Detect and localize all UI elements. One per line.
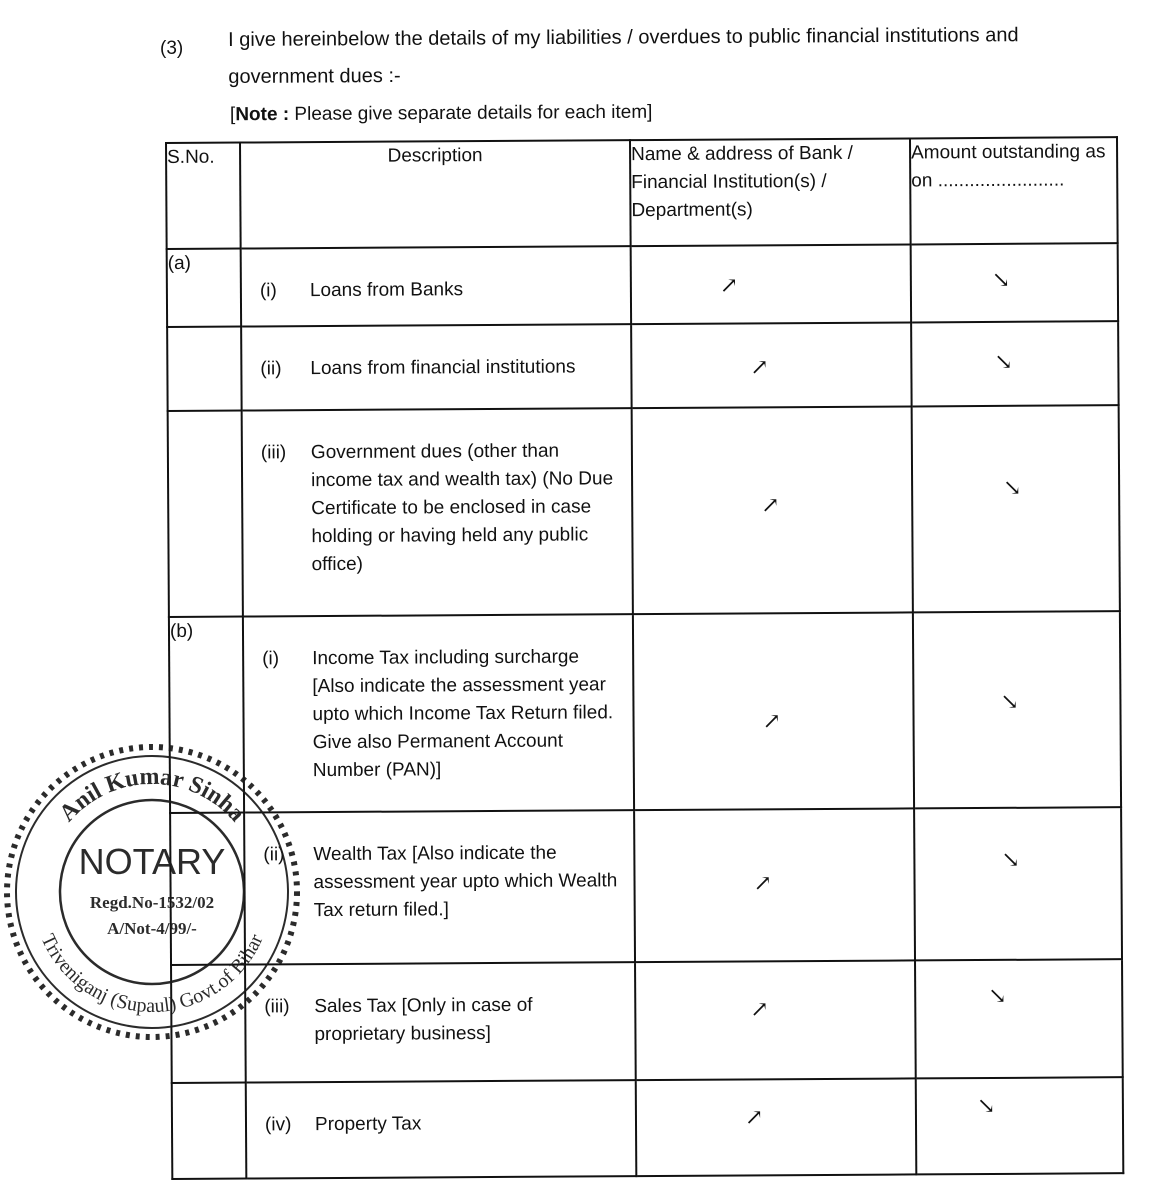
item-number: (3) bbox=[160, 38, 184, 59]
dash-mark: ↘ bbox=[976, 1093, 996, 1120]
header-bank: Name & address of Bank / Financial Institution(s) / Department(s) bbox=[630, 138, 911, 246]
row-bank-cell bbox=[632, 406, 913, 614]
row-sub-number: (ii) bbox=[263, 844, 285, 866]
note-label: Note : bbox=[235, 103, 290, 126]
row-sub-number: (i) bbox=[262, 648, 280, 670]
table-row bbox=[167, 321, 1118, 411]
row-sub-number: (iii) bbox=[260, 442, 287, 464]
row-bank-cell bbox=[633, 612, 914, 810]
seal-reg-line2: A/Not-4/99/- bbox=[107, 919, 197, 938]
row-description: Wealth Tax [Also indicate the assessment year upto which Wealth Tax return filed.] bbox=[313, 842, 618, 922]
row-bank-cell bbox=[636, 1078, 917, 1176]
dash-mark: ↘ bbox=[991, 267, 1011, 293]
row-description-cell bbox=[245, 962, 636, 1082]
dash-mark: ↗ bbox=[750, 997, 769, 1023]
dash-mark: ↘ bbox=[1003, 475, 1022, 501]
note: [Note : Please give separate details for each item] bbox=[229, 101, 653, 126]
dash-mark: ↗ bbox=[744, 1105, 764, 1131]
header-amount: Amount outstanding as on ........................ bbox=[910, 137, 1118, 244]
row-description-cell bbox=[242, 408, 633, 616]
row-description-cell bbox=[246, 1080, 637, 1178]
dash-mark: ↘ bbox=[988, 983, 1007, 1009]
row-amount-cell bbox=[911, 243, 1118, 322]
row-sno bbox=[171, 965, 246, 1083]
dash-mark: ↘ bbox=[994, 349, 1013, 375]
row-description-cell bbox=[241, 324, 632, 410]
row-description-cell bbox=[244, 810, 635, 964]
table-row bbox=[170, 807, 1122, 965]
dash-mark: ↗ bbox=[761, 493, 780, 519]
header-sno: S.No. bbox=[166, 143, 241, 249]
row-bank-cell bbox=[631, 244, 911, 324]
dash-mark: ↗ bbox=[762, 709, 782, 735]
row-amount-cell bbox=[911, 321, 1119, 406]
row-sub-number: (iii) bbox=[264, 996, 290, 1018]
row-amount-cell bbox=[912, 405, 1120, 612]
seal-reg-line1: Regd.No-1532/02 bbox=[89, 893, 215, 912]
row-bank-cell bbox=[635, 960, 916, 1080]
table-header-row bbox=[166, 137, 1118, 249]
row-description: Government dues (other than income tax and wealth tax) (No Due Certificate to be enclosed in case holding or having held any public office) bbox=[310, 440, 614, 576]
table-row bbox=[171, 959, 1123, 1083]
row-amount-cell bbox=[915, 959, 1123, 1078]
row-description: Loans from financial institutions bbox=[310, 356, 576, 380]
row-description: Sales Tax [Only in case of proprietary business] bbox=[314, 994, 533, 1046]
dash-mark: ↘ bbox=[1000, 689, 1019, 715]
dash-mark: ↗ bbox=[750, 355, 769, 381]
table-row bbox=[172, 1077, 1124, 1179]
liabilities-table bbox=[165, 136, 1124, 1180]
row-sno: (a) bbox=[167, 249, 241, 327]
note-text: Please give separate details for each item bbox=[294, 101, 648, 125]
row-sub-number: (i) bbox=[259, 280, 277, 302]
row-amount-cell bbox=[914, 807, 1122, 960]
row-sno bbox=[167, 327, 242, 411]
seal-name-arc: Anil Kumar Sinha bbox=[54, 763, 250, 827]
row-bank-cell bbox=[634, 808, 915, 962]
intro-text: I give hereinbelow the details of my liabilities / overdues to public financial institutions and government dues :- bbox=[228, 24, 1019, 88]
row-description-cell bbox=[243, 614, 634, 812]
row-sub-number: (iv) bbox=[264, 1114, 292, 1136]
row-sub-number: (ii) bbox=[260, 358, 282, 380]
row-description: Property Tax bbox=[314, 1113, 422, 1136]
row-description-cell bbox=[241, 246, 631, 326]
table-row bbox=[169, 611, 1121, 813]
row-amount-cell bbox=[913, 611, 1121, 808]
row-sno bbox=[172, 1083, 247, 1179]
row-sno bbox=[170, 813, 245, 965]
dash-mark: ↗ bbox=[753, 871, 773, 897]
dash-mark: ↗ bbox=[719, 273, 739, 299]
row-description: Loans from Banks bbox=[309, 279, 464, 302]
table-row bbox=[167, 243, 1118, 327]
row-sno bbox=[168, 411, 243, 617]
table-row bbox=[168, 405, 1120, 617]
dash-mark: ↘ bbox=[1001, 847, 1020, 873]
seal-bottom-arc: Triveniganj (Supaul) Govt.of Bihar bbox=[36, 930, 268, 1018]
row-bank-cell bbox=[631, 322, 912, 408]
row-amount-cell bbox=[916, 1077, 1124, 1174]
row-description: Income Tax including surcharge [Also indicate the assessment year upto which Income Tax Return filed. Give also Permanent Account Number (PAN)] bbox=[312, 646, 614, 782]
row-sno: (b) bbox=[169, 617, 244, 813]
header-description: Description bbox=[240, 140, 631, 248]
seal-title: NOTARY bbox=[78, 841, 226, 882]
